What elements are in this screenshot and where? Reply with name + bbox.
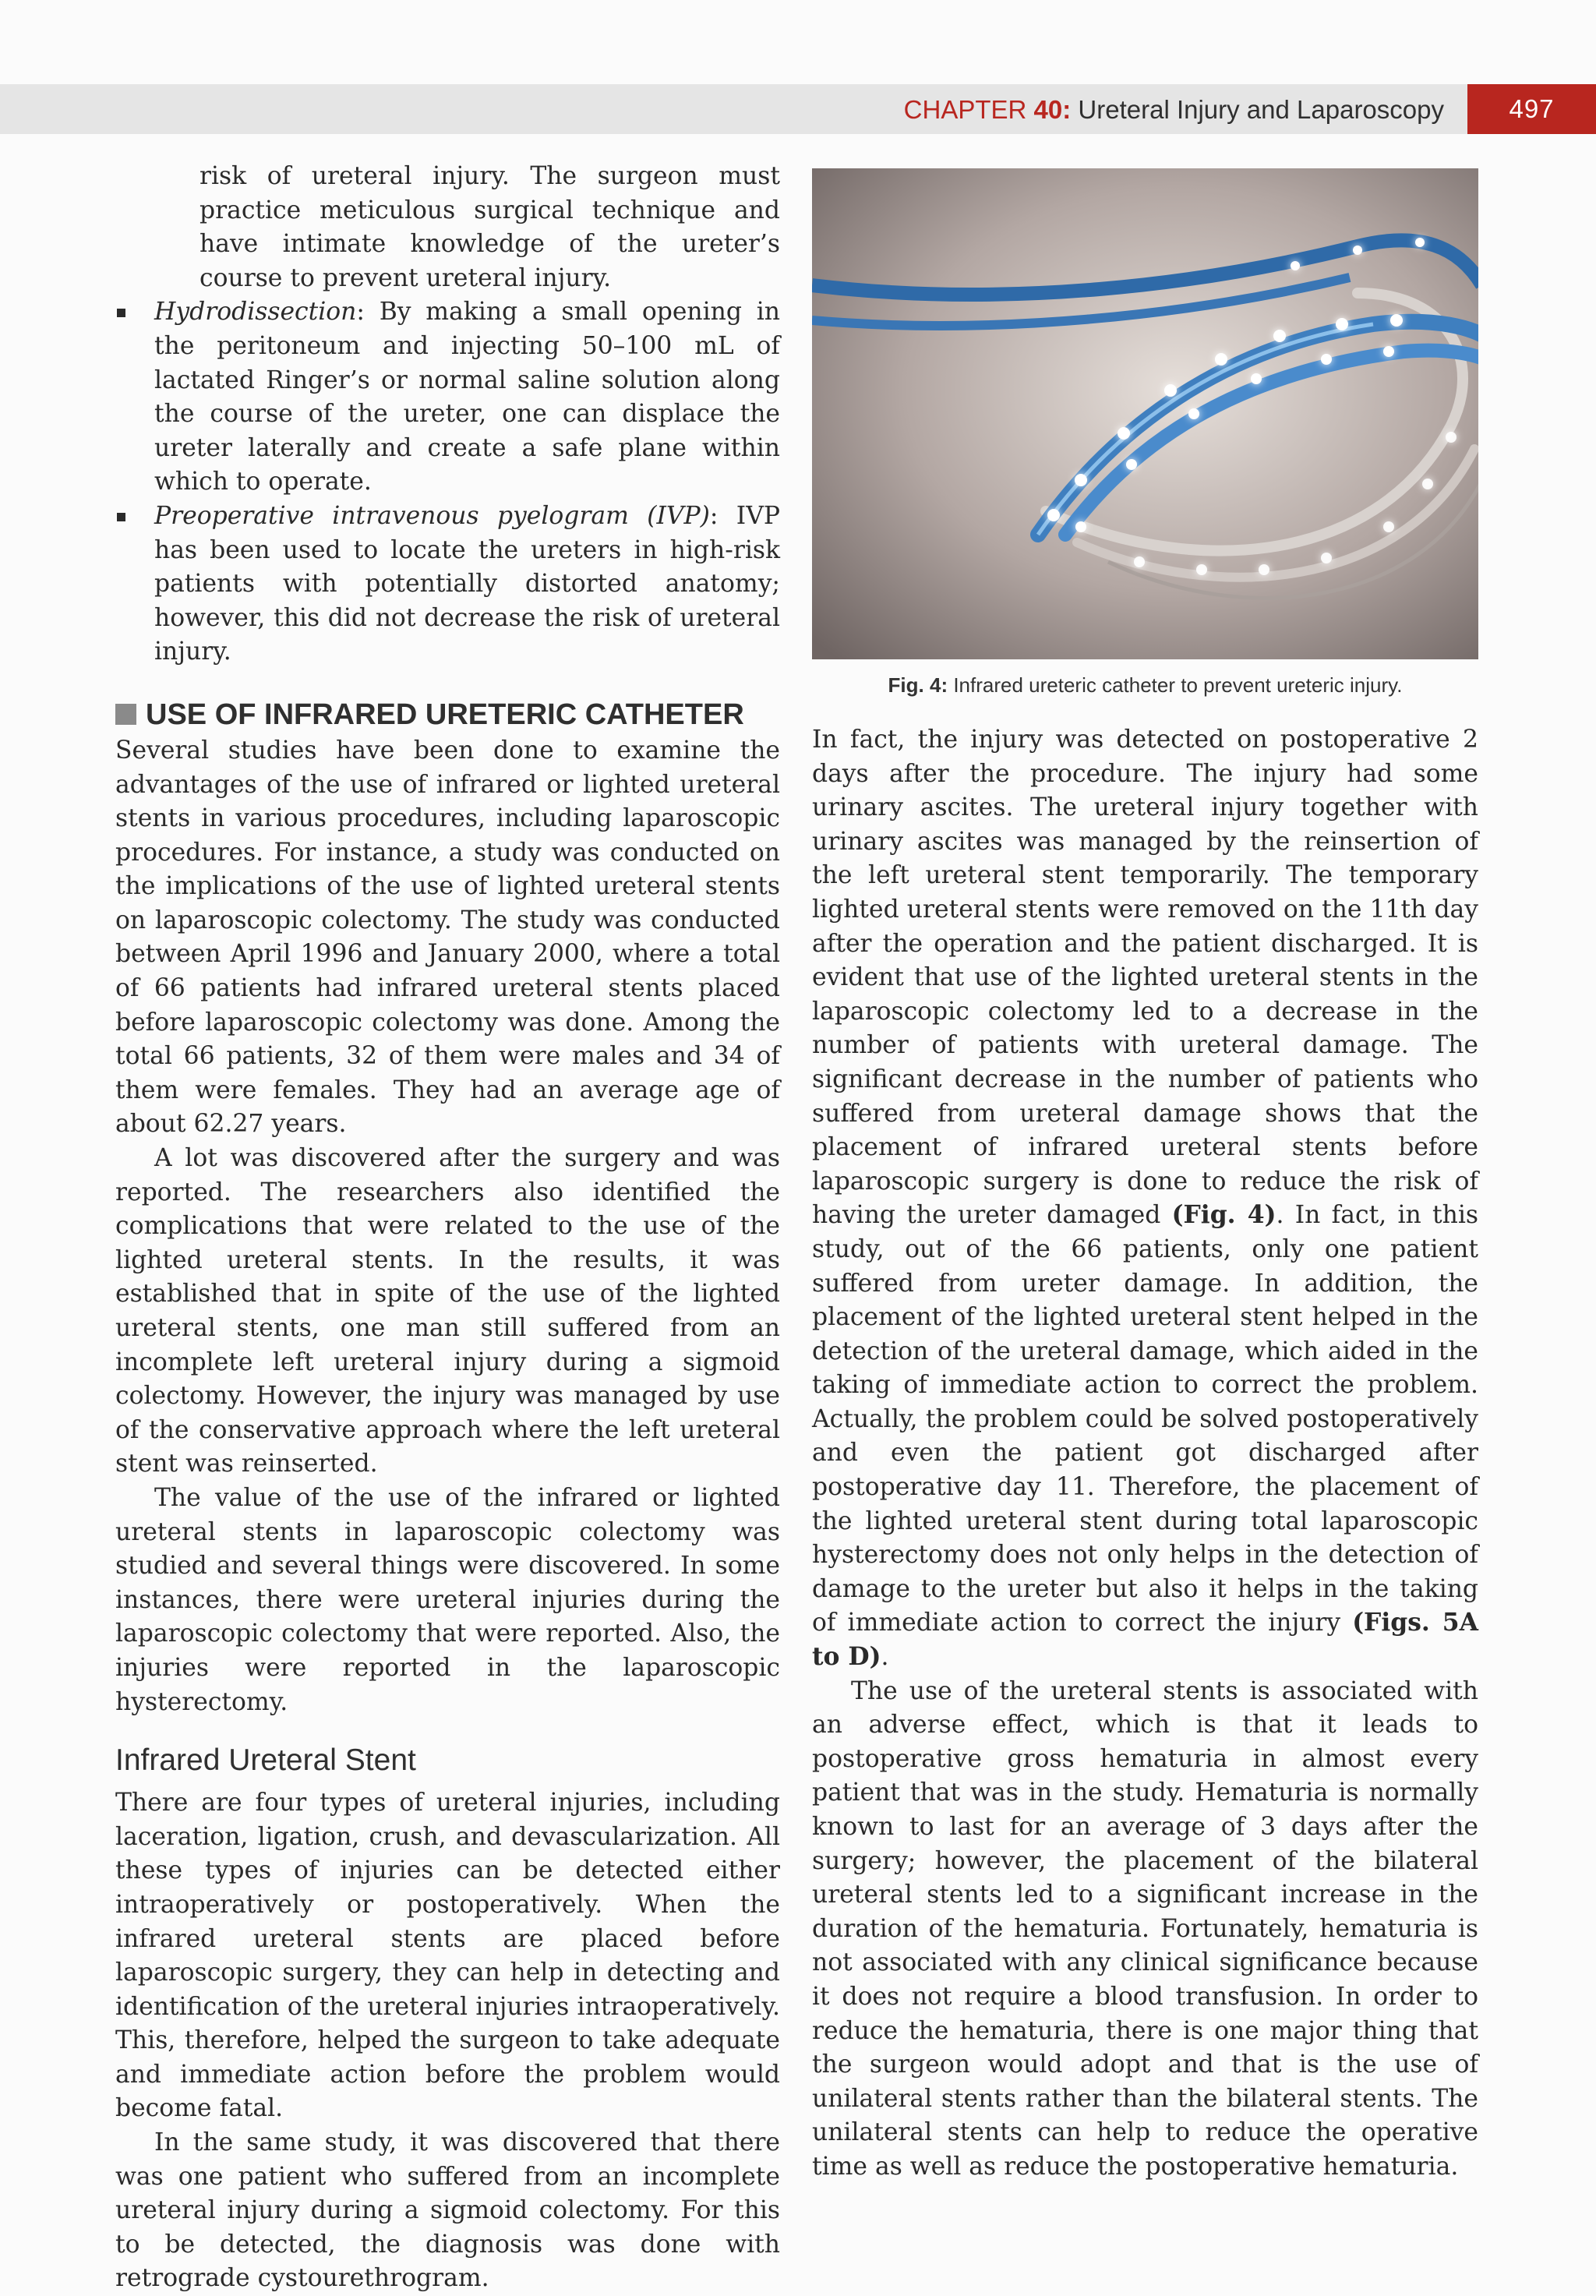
paragraph: There are four types of ureteral injuries, including laceration, ligation, crush, and devascularization. All these types of injuries can be detected either intraoperatively or postoperatively. When the infrared ureteral stents are placed before laparoscopic surgery, they can help in detecting and identification of the ureteral injuries intraoperatively. This, therefore, helped the surgeon to take adequate and immediate action before the problem would become fatal.	[115, 1789, 780, 2123]
subsection-heading: Infrared Ureteral Stent	[115, 1743, 416, 1778]
bullet-term: Hydrodissection	[154, 298, 357, 327]
paragraph-text: . In fact, in this study, out of the 66 patients, only one patient suffered from ureter damage. In addition, the placement of the lighted ureteral stent helped in the detection of the ureteral damage, which aided in the taking of immediate action to correct the problem. Actually, the problem could be solved postoperatively and even the patient got discharged after postoperative day 11. Therefore, the placement of the lighted ureteral stent during total laparoscopic hysterectomy does not only helps in the detection of damage to the ureter but also it helps in the taking of immediate action to correct the injury	[812, 1201, 1478, 1637]
figure-reference: (Figs. 5A to D)	[812, 1609, 1478, 1672]
bullet-square-icon	[117, 513, 125, 521]
figure-reference: (Fig. 4)	[1171, 1201, 1276, 1230]
figure-label: Fig. 4:	[888, 673, 948, 697]
bullet-text: : By making a small opening in the peritoneum and injecting 50–100 mL of lactated Ringer’s or normal saline solution along the course of the ureter, one can displace the ureter laterally and create a safe plane within which to operate.	[154, 298, 780, 496]
paragraph: Several studies have been done to examine the advantages of the use of infrared or lighted ureteral stents in various procedures, including laparoscopic procedures. For instance, a study was conducted on the implications of the use of lighted ureteral stents on laparoscopic colectomy. The study was conducted between April 1996 and January 2000, where a total of 66 patients had infrared ureteral stents placed before laparoscopic colectomy was done. Among the total 66 patients, 32 of them were males and 34 of them were females. They had an average age of about 62.27 years.	[115, 736, 780, 1139]
bullet-text: : IVP has been used to locate the ureters in high-risk patients with potentially distorted anatomy; however, this did not decrease the risk of ureteral injury.	[154, 501, 780, 666]
bullet-square-icon	[117, 309, 125, 317]
paragraph: A lot was discovered after the surgery and was reported. The researchers also identified the complications that were related to the use of the lighted ureteral stents. In the results, it was established that in spite of the use of the lighted ureteral stents, one man still suffered from an incomplete left ureteral injury during a sigmoid colectomy. However, the injury was managed by use of the conservative approach where the left ureteral stent was reinserted.	[115, 1144, 780, 1478]
figure-caption-text: Infrared ureteric catheter to prevent ureteric injury.	[948, 673, 1403, 697]
bullet-item-ivp	[115, 500, 780, 669]
section-heading-text: USE OF INFRARED URETERIC CATHETER	[146, 698, 744, 731]
paragraph: The value of the use of the infrared or lighted ureteral stents in laparoscopic colectomy was studied and several things were discovered. In some instances, there were ureteral injuries during the laparoscopic colectomy that were reported. Also, the injuries were reported in the laparoscopic hysterectomy.	[115, 1483, 780, 1716]
paragraph-text: .	[881, 1643, 889, 1672]
left-column	[115, 160, 780, 2296]
section-heading	[115, 695, 780, 734]
paragraph-text: In fact, the injury was detected on postoperative 2 days after the procedure. The injury had some urinary ascites. The ureteral injury together with urinary ascites was managed by the reinsertion of the left ureteral stent temporarily. The temporary lighted ureteral stents were removed on the 11th day after the operation and the patient discharged. It is evident that use of the lighted ureteral stents in the laparoscopic colectomy led to a decrease in the number of patients with ureteral damage. The significant decrease in the number of patients who suffered from ureteral damage shows that the placement of infrared ureteral stents before laparoscopic surgery is done to reduce the risk of having the ureter damaged	[812, 726, 1478, 1230]
running-header	[904, 94, 1444, 126]
right-column	[812, 723, 1478, 2185]
chapter-label: CHAPTER	[903, 95, 1034, 124]
bullet-term: Preoperative intravenous pyelogram (IVP)	[154, 501, 710, 530]
bullet-item-hydrodissection	[115, 295, 780, 500]
paragraph: The use of the ureteral stents is associated with an adverse effect, which is that it leads to postoperative gross hematuria in almost every patient that was in the study. Hematuria is normally known to last for an average of 3 days after the surgery; however, the placement of the bilateral ureteral stents led to a significant increase in the duration of the hematuria. Fortunately, hematuria is not associated with any clinical significance because it does not require a blood transfusion. In order to reduce the hematuria, there is one major thing that the surgeon would adopt and that is the use of unilateral stents rather than the bilateral stents. The unilateral stents can help to reduce the operative time as well as reduce the postoperative hematuria.	[812, 1676, 1478, 2181]
chapter-number: 40:	[1033, 95, 1072, 124]
page-number: 497	[1467, 84, 1596, 134]
chapter-title: Ureteral Injury and Laparoscopy	[1071, 95, 1444, 124]
bullet-continuation: risk of ureteral injury. The surgeon must practice meticulous surgical technique and have intimate knowledge of the ureter’s course to prevent ureteral injury.	[200, 162, 780, 292]
paragraph: In the same study, it was discovered that there was one patient who suffered from an incomplete ureteral injury during a sigmoid colectomy. For this to be detected, the diagnosis was done with retrograde cystourethrogram.	[115, 2128, 780, 2293]
paragraph	[812, 723, 1478, 1675]
infrared-catheter-illustration	[812, 168, 1478, 659]
figure-caption	[812, 671, 1478, 699]
section-square-icon	[115, 704, 136, 725]
figure-4-image	[812, 168, 1478, 659]
